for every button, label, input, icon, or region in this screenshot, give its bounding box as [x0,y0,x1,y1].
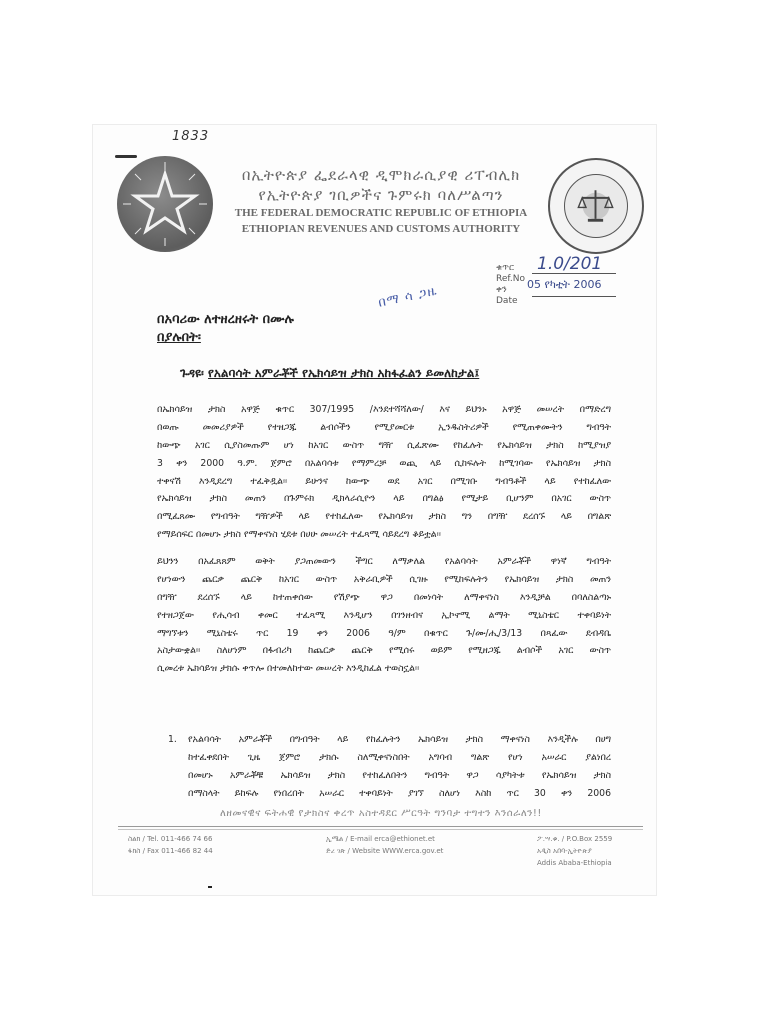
paragraph-line: ይህንን በአፈጸጸም ወቅት ያጋጠመውን ችግር ለማቃለል የአልባሳት አምራቾች ዋነኛ ግብዓት [157,556,611,567]
footer-divider [118,826,643,827]
paragraph-line: አስታውቋል፡፡ ስለሆነም በፋብሪካ ከጨርቃ ጨርቅ የሚሰሩ ወይም የሚዘጋጁ ልብሶች አገር ውስጥ [157,645,611,657]
footer-fax: ፋክስ / Fax 011-466 82 44 [128,847,213,855]
subject-line [180,366,600,381]
list-item-line: በማስላት ይከፍሉ የነበረበት አሠራር ተቀባይነት ያገኘ ስለሆነ እስከ ጥር 30 ቀን 2006 [188,787,611,799]
subject-label: ጉዳዩ፡ [180,366,204,380]
list-item-number: 1. [168,734,177,745]
rubber-stamp: በማ ሳ ጋዜ [377,283,439,311]
attention-line: በያሉበት፡ [157,330,201,345]
footer-motto: ለዘመናዊና ፍትሐዊ የታክስና ቀረጥ አስተዳደር ሥርዓት ግንባታ ተግተን እንሰራለን!! [220,808,542,819]
letterhead-english-line2: ETHIOPIAN REVENUES AND CUSTOMS AUTHORITY [241,223,521,235]
letterhead [226,165,536,237]
paragraph-line: ሲመረቱ ኤክሳይዝ ታክሱ ቀጥሎ በተመለከተው መሠረት እንዲከፈል ተወስኗል፡፡ [157,663,420,675]
paragraph-line: በኤክሳይዝ ታክስ አዋጅ ቁጥር 307/1995 /እንደተሻሻለው/ እና ይህንኑ አዋጅ መሠረት በማድረግ [157,404,611,415]
paragraph-2 [157,553,611,678]
date-underline [532,296,616,297]
authority-seal-icon [548,158,644,254]
paragraph-line: በወጡ መመሪያዎች የተዘጋጁ ልብሶችን የሚያመርቱ ኢንዱስትሪዎች የሚጠቀሙትን ግብዓት [157,421,611,433]
footer-phone: ስልክ / Tel. 011-466 74 66 [128,835,213,843]
paragraph-1 [157,401,611,544]
date-label-english: Date [496,296,518,306]
paragraph-line: የሆነውን ጨርቃ ጨርቅ ከአገር ውስጥ አቅራቢዎች ሲገዙ የሚከፍሉትን የኤክሳይዝ ታክስ መጠን [157,573,611,585]
footer-contact-address [537,833,612,869]
paragraph-line: የማይሰፍር በመሆኑ ታክስ የማቀናነስ ሂደቱ በሀሁ መሠረት ተፈጻሚ ሳይደረግ ቆይቷል፡፡ [157,529,441,541]
recipient: በአባሪው ለተዘረዘሩት በሙሉ [157,312,294,327]
handwritten-number: 1833 [172,129,210,144]
paragraph-line: የተዘጋጀው የሒሳብ ቀመር ተፈጻሚ እንዲሆን በገንዘብና ኢኮኖሚ ልማት ሚኒስቴር ተቀባይነት [157,609,611,621]
paragraph-line: ተቀናሽ እንዲደረግ ተፈቅዷል፡፡ ይሁንና ከውጭ ወደ አገር በሚገቡ ግብዓቶች ላይ የተከፈለው [157,475,611,487]
ref-label-amharic: ቁጥር [496,263,514,273]
footer-email: ኢሜል / E-mail erca@ethionet.et [326,835,435,843]
paragraph-line: በሚፈጸሙ የግብዓት ግዥዎች ላይ የተከፈለው የኤክሳይዝ ታክስ ግን በግዥ ደረሰኙ ላይ በግልጽ [157,511,611,523]
date-label-amharic: ቀን [496,285,507,295]
paragraph-line: በግዥ ደረሰኙ ላይ ከተጠቀሰው የሽያጭ ዋጋ በመነሳት ለማቀናነስ እንዲቻል በባለስልጣኑ [157,591,611,603]
subject-text: የአልባሳት አምራቾች የኤክሳይዝ ታክስ አከፋፈልን ይመለከታል፤ [208,366,480,380]
footer-pobox: ፖ.ሣ.ቁ. / P.O.Box 2559 [537,835,613,843]
date-stamp: 05 የካቲት 2006 [527,278,602,291]
footer-contact-phone [128,833,213,857]
letterhead-amharic-line1: በኢትዮጵያ ፌደራላዊ ዲሞክራሲያዊ ሪፐብሊክ [241,166,521,184]
footer-city-english: Addis Ababa-Ethiopia [537,859,612,867]
paragraph-line: ማግኘቱን ሚኒስቴሩ ጥር 19 ቀን 2006 ዓ/ም በቁጥር ጉ/ሙ/ሒ/3/13 በጻፈው ደብዳቤ [157,627,611,639]
list-item-line: በመሆኑ አምራቾቹ ኤክሳይዝ ታክስ የተከፈለበትን ግብዓት ዋጋ ሳያካትቱ የኤክሳይዝ ታክስ [188,769,611,781]
footer-divider [118,829,643,830]
letterhead-english-line1: THE FEDERAL DEMOCRATIC REPUBLIC OF ETHIOPIA [234,207,528,219]
list-item-line: ከተፈቀደበት ጊዜ ጀምሮ ታክሱ ስለሚቀናነስበት አግባብ ግልጽ የሆነ አሠራር ያልነበረ [188,751,611,763]
paragraph-line: 3 ቀን 2000 ዓ.ም. ጀምሮ በአልባሳቱ የማምረቻ ወጪ ላይ ሲከፍሉት ከሚገባው የኤክሳይዝ ታክስ [157,457,611,469]
reference-labels [496,263,525,307]
footer-city-amharic: አዲስ አበባ-ኢትዮጵያ [537,847,592,855]
scan-mark [208,886,212,888]
handwritten-ref-number: 1.0/201 [537,254,603,274]
list-item-line: የአልባሳት አምራቾች በግብዓት ላይ የከፈሉትን ኤክሳይዝ ታክስ ማቀናነስ እንዲችሉ በሀግ [188,734,611,745]
national-emblem-icon [117,156,213,252]
footer-contact-web [326,833,443,857]
footer-website: ድረ ገጽ / Website WWW.erca.gov.et [326,847,444,855]
letterhead-amharic-line2: የኢትዮጵያ ገቢዎችና ጉምሩክ ባለሥልጣን [258,186,504,204]
ref-label-english: Ref.No [496,274,525,284]
paragraph-line: ከውጭ አገር ሲያስመጡም ሆነ ከአገር ውስጥ ግዥ ሲፈጽሙ የከፈሉት የኤክሳይዝ ታክስ ከሚያዝያ [157,439,611,451]
paragraph-line: የኤክሳይዝ ታክስ መጠን በጉምሩክ ዲክላራሲዮን ላይ በግልፅ የሚታይ ቢሆንም በአገር ውስጥ [157,493,611,505]
